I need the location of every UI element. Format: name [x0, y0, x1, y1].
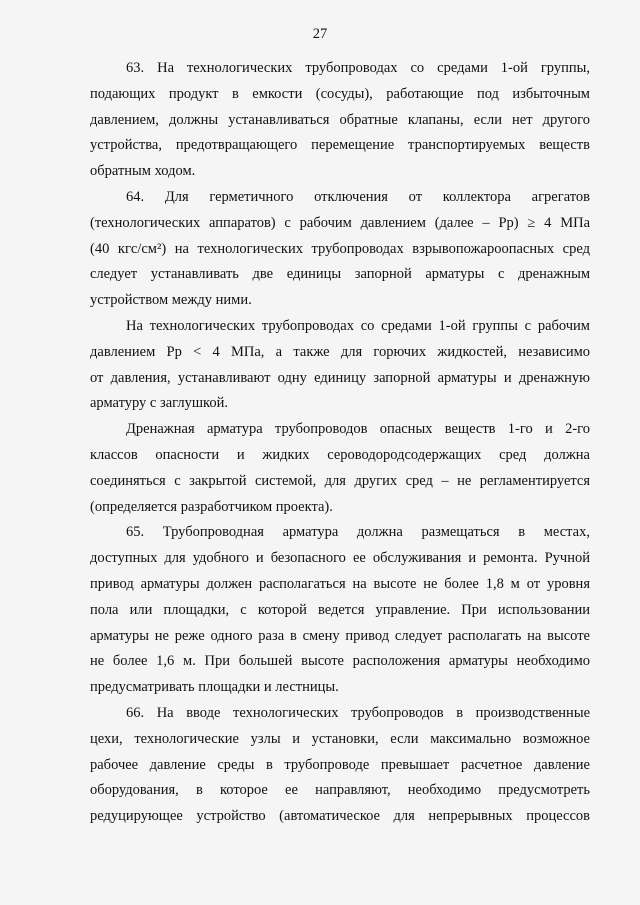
document-body [90, 56, 590, 830]
text-line: давлением Pр < 4 МПа, а также для горючих жидкостей, независимо [90, 343, 590, 360]
text-line: (технологических аппаратов) с рабочим давлением (далее – Pр) ≥ 4 МПа [90, 214, 590, 231]
text-line: следует устанавливать две единицы запорной арматуры с дренажным [90, 266, 590, 283]
text-line: устройства, предотвращающего перемещение транспортируемых веществ [90, 137, 590, 154]
text-line: арматуры не реже одного раза в смену привод следует располагать на высоте [90, 627, 590, 644]
text-line: 66. На вводе технологических трубопроводов в производственные [126, 704, 590, 721]
text-line: подающих продукт в емкости (сосуды), работающие под избыточным [90, 85, 590, 102]
text-line: (40 кгс/см²) на технологических трубопроводах взрывопожароопасных сред [90, 240, 590, 257]
paragraph-66 [90, 701, 590, 830]
text-line: арматуру с заглушкой. [90, 395, 228, 412]
text-line: классов опасности и жидких сероводородсодержащих сред должна [90, 446, 590, 463]
text-line: (определяется разработчиком проекта). [90, 498, 333, 515]
text-line: пола или площадки, с которой ведется управление. При использовании [90, 601, 590, 618]
paragraph-64-group1 [90, 314, 590, 417]
text-line: редуцирующее устройство (автоматическое для непрерывных процессов [90, 808, 590, 825]
text-line: давлением, должны устанавливаться обратные клапаны, если нет другого [90, 111, 590, 128]
paragraph-64-drainage [90, 417, 590, 520]
text-line: 65. Трубопроводная арматура должна размещаться в местах, [126, 524, 590, 541]
text-line: от давления, устанавливают одну единицу запорной арматуры и дренажную [90, 369, 590, 386]
text-line: рабочее давление среды в трубопроводе превышает расчетное давление [90, 756, 590, 773]
text-line: привод арматуры должен располагаться на высоте не более 1,8 м от уровня [90, 575, 590, 592]
text-line: цехи, технологические узлы и установки, если максимально возможное [90, 730, 590, 747]
text-line: 63. На технологических трубопроводах со средами 1-ой группы, [126, 60, 590, 76]
text-line: обратным ходом. [90, 163, 196, 180]
paragraph-63 [90, 56, 590, 185]
text-line: устройством между ними. [90, 292, 252, 309]
text-line: доступных для удобного и безопасного ее обслуживания и ремонта. Ручной [90, 550, 590, 567]
text-line: не более 1,6 м. При большей высоте расположения арматуры необходимо [90, 653, 590, 670]
paragraph-65 [90, 520, 590, 701]
page-number: 27 [312, 26, 328, 42]
text-line: предусматривать площадки и лестницы. [90, 679, 339, 696]
text-line: 64. Для герметичного отключения от коллектора агрегатов [126, 188, 590, 205]
text-line: Дренажная арматура трубопроводов опасных веществ 1-го и 2-го [126, 421, 590, 438]
text-line: На технологических трубопроводах со средами 1-ой группы с рабочим [126, 317, 590, 334]
text-line: соединяться с закрытой системой, для других сред – не регламентируется [90, 472, 590, 489]
text-line: оборудования, в которое ее направляют, необходимо предусмотреть [90, 782, 590, 799]
paragraph-64 [90, 185, 590, 314]
